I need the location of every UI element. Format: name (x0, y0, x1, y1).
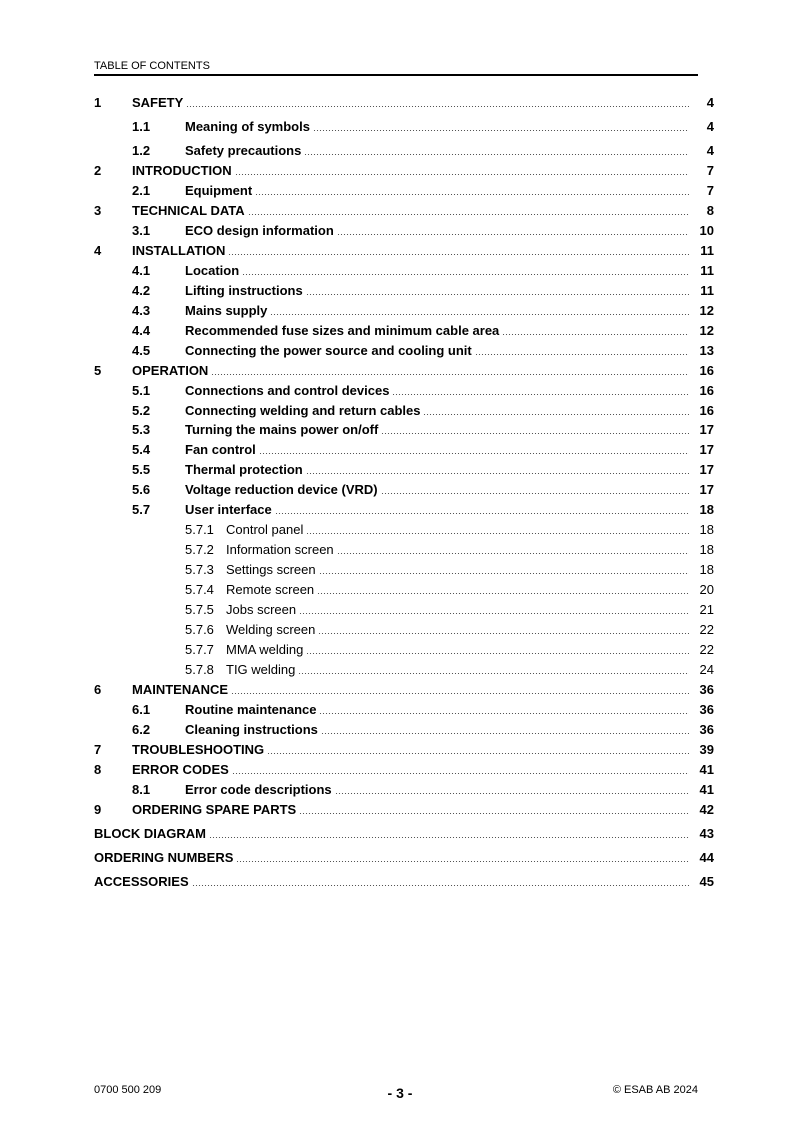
toc-entry-number: 5.6 (132, 482, 151, 497)
toc-entry-title: Welding screen (226, 622, 316, 637)
toc-entry[interactable] (94, 322, 714, 338)
toc-dot-leader (192, 885, 689, 886)
toc-entry-title: Connecting welding and return cables (185, 403, 421, 418)
toc-entry-line (185, 384, 714, 398)
toc-entry-title: Voltage reduction device (VRD) (185, 482, 378, 497)
toc-entry-number: 5.7.1 (185, 522, 214, 537)
toc-entry-number: 5.1 (132, 383, 151, 398)
toc-dot-leader (381, 493, 689, 494)
toc-entry-number: 4.5 (132, 343, 151, 358)
toc-entry-line (185, 443, 714, 457)
toc-entry[interactable] (94, 362, 714, 378)
toc-entry-title: TIG welding (226, 662, 296, 677)
toc-dot-leader (228, 254, 689, 255)
toc-entry-page: 17 (699, 422, 714, 437)
toc-entry-title: BLOCK DIAGRAM (94, 826, 206, 841)
toc-entry-number: 5.7.6 (185, 622, 214, 637)
toc-entry[interactable] (94, 761, 714, 777)
toc-entry-title: Error code descriptions (185, 782, 332, 797)
toc-dot-leader (423, 414, 689, 415)
toc-entry[interactable] (94, 142, 714, 158)
toc-entry-line (185, 404, 714, 418)
toc-dot-leader (231, 693, 689, 694)
toc-entry[interactable] (94, 801, 714, 817)
toc-entry-title: Information screen (226, 542, 334, 557)
toc-entry-page: 43 (699, 826, 714, 841)
toc-entry[interactable] (94, 581, 714, 597)
toc-entry-number: 1.1 (132, 119, 151, 134)
toc-dot-leader (235, 174, 689, 175)
toc-entry-title: Connections and control devices (185, 383, 390, 398)
toc-entry-number: 6.2 (132, 722, 151, 737)
toc-dot-leader (267, 753, 689, 754)
toc-entry[interactable] (94, 202, 714, 218)
toc-entry-title: Routine maintenance (185, 702, 317, 717)
toc-entry-line (132, 763, 714, 777)
toc-entry-title: Control panel (226, 522, 304, 537)
toc-dot-leader (321, 733, 689, 734)
toc-entry-page: 7 (706, 183, 714, 198)
footer-doc-number: 0700 500 209 (94, 1084, 162, 1096)
toc-entry-line (132, 244, 714, 258)
toc-entry[interactable] (94, 561, 714, 577)
toc-entry-line (185, 723, 714, 737)
toc-entry-title: Lifting instructions (185, 283, 303, 298)
toc-entry[interactable] (94, 182, 714, 198)
toc-entry[interactable] (94, 873, 714, 889)
toc-entry[interactable] (94, 342, 714, 358)
toc-entry-title: TECHNICAL DATA (132, 203, 245, 218)
toc-entry-number: 5.5 (132, 462, 151, 477)
toc-entry-title: Location (185, 263, 240, 278)
toc-entry-title: Equipment (185, 183, 253, 198)
toc-entry-page: 24 (699, 662, 714, 677)
toc-dot-leader (236, 861, 689, 862)
toc-entry-line (185, 324, 714, 338)
toc-entry[interactable] (94, 701, 714, 717)
toc-entry-line (185, 483, 714, 497)
toc-entry-title: MMA welding (226, 642, 304, 657)
toc-dot-leader (298, 673, 689, 674)
toc-entry-line (185, 120, 714, 134)
toc-entry-page: 17 (699, 482, 714, 497)
toc-entry-number: 4.3 (132, 303, 151, 318)
toc-entry-line (185, 703, 714, 717)
toc-entry[interactable] (94, 781, 714, 797)
toc-dot-leader (317, 593, 689, 594)
toc-dot-leader (335, 793, 689, 794)
toc-entry-title: Remote screen (226, 582, 315, 597)
toc-entry-page: 12 (699, 323, 714, 338)
toc-dot-leader (186, 106, 689, 107)
toc-entry-line (185, 284, 714, 298)
toc-entry[interactable] (94, 541, 714, 557)
toc-entry[interactable] (94, 441, 714, 457)
toc-entry-line (185, 423, 714, 437)
toc-entry-line (185, 224, 714, 238)
toc-entry-page: 36 (699, 702, 714, 717)
toc-entry-line (132, 164, 714, 178)
toc-entry-title: ERROR CODES (132, 762, 229, 777)
toc-dot-leader (306, 473, 689, 474)
toc-entry[interactable] (94, 421, 714, 437)
toc-entry-page: 11 (700, 283, 714, 298)
toc-entry[interactable] (94, 242, 714, 258)
toc-dot-leader (270, 314, 689, 315)
toc-entry-number: 6.1 (132, 702, 151, 717)
toc-entry-line (185, 184, 714, 198)
toc-entry-page: 17 (699, 442, 714, 457)
toc-entry-number: 5.4 (132, 442, 151, 457)
toc-dot-leader (392, 394, 689, 395)
toc-entry-line (226, 583, 714, 597)
toc-entry-page: 4 (706, 119, 714, 134)
toc-entry[interactable] (94, 222, 714, 238)
toc-dot-leader (259, 453, 689, 454)
toc-entry-number: 5.2 (132, 403, 151, 418)
toc-entry[interactable] (94, 302, 714, 318)
toc-dot-leader (313, 130, 689, 131)
toc-entry-title: MAINTENANCE (132, 682, 229, 697)
toc-dot-leader (232, 773, 689, 774)
toc-entry-line (226, 543, 714, 557)
toc-entry-page: 21 (699, 602, 714, 617)
toc-entry-number: 1.2 (132, 143, 151, 158)
toc-entry[interactable] (94, 521, 714, 537)
toc-entry-line (185, 344, 714, 358)
toc-entry[interactable] (94, 118, 714, 134)
toc-entry-page: 44 (699, 850, 714, 865)
toc-dot-leader (337, 553, 689, 554)
toc-entry-title: SAFETY (132, 95, 184, 110)
toc-entry-page: 7 (706, 163, 714, 178)
toc-entry[interactable] (94, 94, 714, 110)
toc-entry-number: 5.7.3 (185, 562, 214, 577)
toc-entry-line (94, 827, 714, 841)
toc-entry[interactable] (94, 849, 714, 865)
toc-entry[interactable] (94, 741, 714, 757)
toc-entry[interactable] (94, 481, 714, 497)
toc-dot-leader (381, 433, 689, 434)
toc-dot-leader (306, 533, 689, 534)
toc-entry-page: 4 (706, 143, 714, 158)
toc-dot-leader (304, 154, 689, 155)
toc-entry-number: 5.7.2 (185, 542, 214, 557)
toc-entry-number: 4.4 (132, 323, 151, 338)
toc-entry-line (132, 803, 714, 817)
footer-page-number: - 3 - (387, 1085, 413, 1101)
toc-dot-leader (306, 294, 689, 295)
toc-entry-number: 2 (94, 163, 102, 178)
toc-dot-leader (242, 274, 689, 275)
toc-dot-leader (299, 813, 689, 814)
toc-entry-line (132, 204, 714, 218)
toc-entry-page: 12 (699, 303, 714, 318)
toc-header (94, 60, 698, 76)
toc-entry-page: 4 (706, 95, 714, 110)
toc-dot-leader (319, 573, 689, 574)
toc-entry-title: TROUBLESHOOTING (132, 742, 265, 757)
toc-entry-page: 16 (699, 363, 714, 378)
toc-entry-number: 9 (94, 802, 102, 817)
toc-entry-number: 2.1 (132, 183, 151, 198)
toc-entry-number: 3.1 (132, 223, 151, 238)
toc-entry-line (226, 603, 714, 617)
toc-entry-title: Recommended fuse sizes and minimum cable area (185, 323, 500, 338)
toc-entry-line (185, 144, 714, 158)
toc-entry-number: 5.3 (132, 422, 151, 437)
toc-entry-title: INTRODUCTION (132, 163, 232, 178)
toc-entry-page: 22 (699, 622, 714, 637)
toc-entry-line (132, 683, 714, 697)
toc-entry-page: 16 (699, 403, 714, 418)
toc-entry-title: ECO design information (185, 223, 334, 238)
toc-entry-line (185, 503, 714, 517)
toc-entry-page: 41 (699, 782, 714, 797)
toc-entry-number: 5.7.8 (185, 662, 214, 677)
toc-entry-number: 5.7 (132, 502, 151, 517)
toc-dot-leader (475, 354, 689, 355)
toc-entry-title: Cleaning instructions (185, 722, 318, 737)
toc-entry-line (226, 663, 714, 677)
toc-entry-page: 17 (699, 462, 714, 477)
toc-entry-number: 1 (94, 95, 102, 110)
toc-entry[interactable] (94, 681, 714, 697)
toc-entry-number: 8 (94, 762, 102, 777)
toc-entry-page: 36 (699, 682, 714, 697)
toc-entry-title: Safety precautions (185, 143, 302, 158)
toc-entry-number: 5.7.7 (185, 642, 214, 657)
toc-dot-leader (248, 214, 689, 215)
toc-entry-line (226, 563, 714, 577)
toc-entry-number: 7 (94, 742, 102, 757)
toc-entry-title: Meaning of symbols (185, 119, 310, 134)
toc-entry-line (226, 643, 714, 657)
toc-entry-title: Jobs screen (226, 602, 297, 617)
toc-entry-line (185, 783, 714, 797)
toc-dot-leader (211, 374, 689, 375)
toc-entry-page: 11 (700, 263, 714, 278)
toc-entry-page: 10 (699, 223, 714, 238)
toc-entry-number: 4.2 (132, 283, 151, 298)
toc-dot-leader (337, 234, 689, 235)
toc-entry-line (185, 264, 714, 278)
toc-dot-leader (209, 837, 689, 838)
toc-entry-title: ACCESSORIES (94, 874, 189, 889)
toc-dot-leader (319, 713, 689, 714)
toc-dot-leader (255, 194, 689, 195)
toc-entry-page: 11 (700, 243, 714, 258)
toc-entry-line (132, 96, 714, 110)
toc-entry-title: Connecting the power source and cooling unit (185, 343, 472, 358)
toc-entry-page: 20 (699, 582, 714, 597)
toc-entry[interactable] (94, 282, 714, 298)
toc-entry-page: 45 (699, 874, 714, 889)
toc-entry[interactable] (94, 661, 714, 677)
toc-entry-line (132, 364, 714, 378)
toc-entry-page: 13 (699, 343, 714, 358)
toc-entry-title: Mains supply (185, 303, 268, 318)
toc-entry-number: 8.1 (132, 782, 151, 797)
toc-entry-number: 5.7.4 (185, 582, 214, 597)
toc-entry-line (132, 743, 714, 757)
toc-entry-title: User interface (185, 502, 272, 517)
toc-entry-title: OPERATION (132, 363, 209, 378)
toc-entry-number: 3 (94, 203, 102, 218)
toc-entry-title: Settings screen (226, 562, 316, 577)
toc-entry-page: 41 (699, 762, 714, 777)
toc-entry-page: 39 (699, 742, 714, 757)
toc-entry-number: 5.7.5 (185, 602, 214, 617)
toc-entry[interactable] (94, 262, 714, 278)
toc-dot-leader (318, 633, 689, 634)
toc-entry-number: 4.1 (132, 263, 151, 278)
toc-entry-line (185, 304, 714, 318)
toc-entry-title: ORDERING NUMBERS (94, 850, 234, 865)
toc-entry[interactable] (94, 382, 714, 398)
toc-entry-page: 42 (699, 802, 714, 817)
toc-entry-page: 22 (699, 642, 714, 657)
toc-dot-leader (306, 653, 689, 654)
toc-entry-page: 18 (699, 542, 714, 557)
toc-entry-number: 4 (94, 243, 102, 258)
toc-entry-page: 36 (699, 722, 714, 737)
toc-entry-title: ORDERING SPARE PARTS (132, 802, 297, 817)
toc-entry[interactable] (94, 825, 714, 841)
toc-dot-leader (275, 513, 689, 514)
toc-entry-title: INSTALLATION (132, 243, 226, 258)
toc-entry-page: 16 (699, 383, 714, 398)
toc-entry[interactable] (94, 721, 714, 737)
toc-entry-number: 5 (94, 363, 102, 378)
toc-entry[interactable] (94, 621, 714, 637)
toc-entry-title: Fan control (185, 442, 256, 457)
toc-entry-line (226, 623, 714, 637)
toc-entry-line (94, 851, 714, 865)
toc-entry-page: 8 (706, 203, 714, 218)
toc-entry[interactable] (94, 601, 714, 617)
toc-entry[interactable] (94, 162, 714, 178)
toc-header-title: TABLE OF CONTENTS (94, 60, 210, 72)
toc-entry-line (226, 523, 714, 537)
toc-entry-line (185, 463, 714, 477)
toc-dot-leader (502, 334, 689, 335)
toc-entry[interactable] (94, 461, 714, 477)
toc-entry-page: 18 (699, 502, 714, 517)
toc-entry-page: 18 (699, 562, 714, 577)
toc-entry-line (94, 875, 714, 889)
toc-entry[interactable] (94, 402, 714, 418)
toc-entry-title: Thermal protection (185, 462, 303, 477)
toc-dot-leader (299, 613, 689, 614)
footer-copyright: © ESAB AB 2024 (612, 1084, 698, 1096)
toc-entry-page: 18 (699, 522, 714, 537)
toc-entry[interactable] (94, 501, 714, 517)
toc-entry[interactable] (94, 641, 714, 657)
toc-entry-title: Turning the mains power on/off (185, 422, 379, 437)
toc-entry-number: 6 (94, 682, 102, 697)
